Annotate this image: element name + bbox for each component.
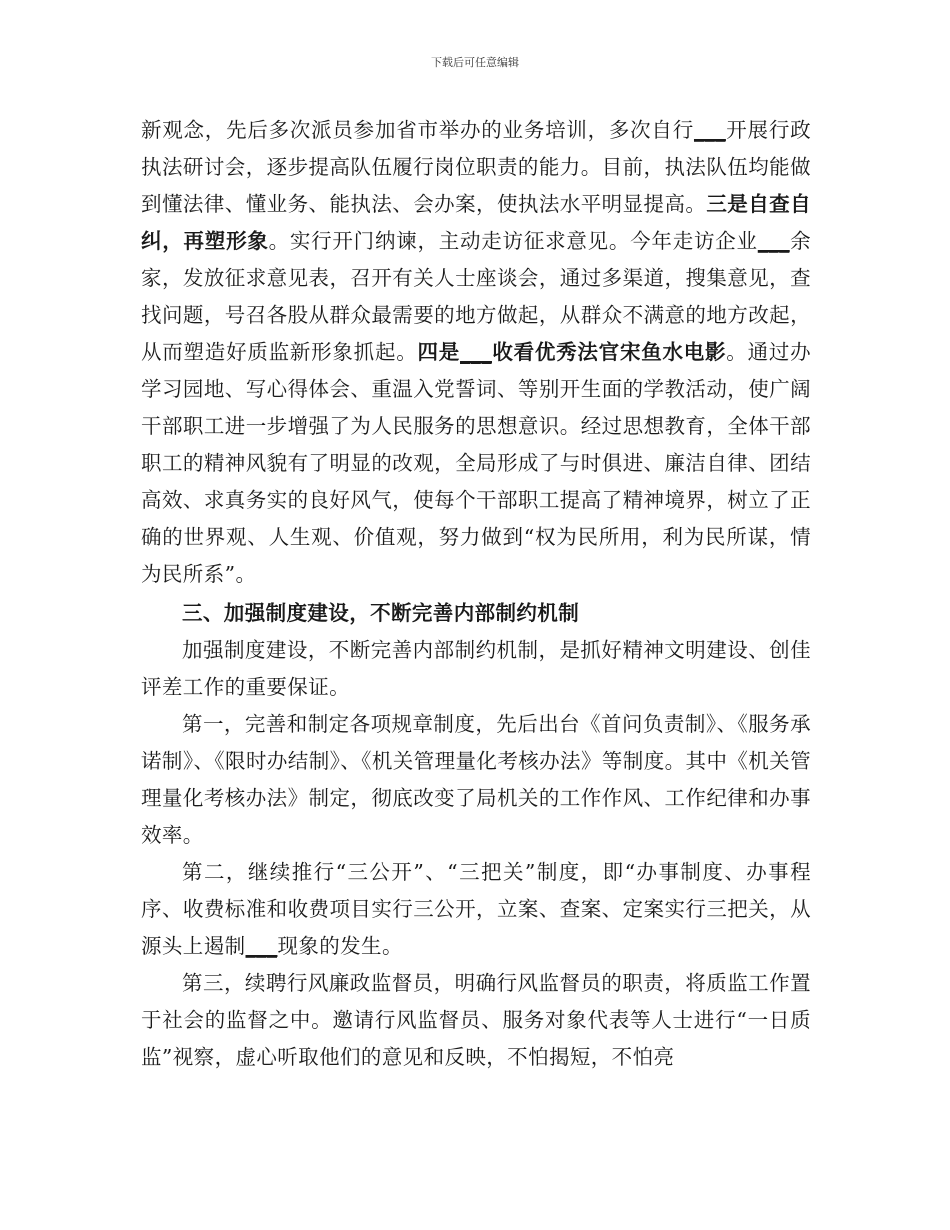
paragraph-5: 第三，续聘行风廉政监督员，明确行风监督员的职责，将质监工作置于社会的监督之中。邀请行风监督员、服务对象代表等人士进行“一日质监”视察，虚心听取他们的意见和反映，不怕揭短，不怕亮 (141, 971, 811, 1069)
blank-4: ___ (245, 934, 278, 958)
paragraph-4 (141, 854, 811, 965)
p1-text-2: 开展行政执法研讨会，逐步提高队伍履行岗位职责的能力。目前，执法队伍均能做到懂法律、懂业务、能执法、会办案，使执法水平明显提高。 (141, 118, 811, 216)
paragraph-3: 第一，完善和制定各项规章制度，先后出台《首问负责制》、《服务承诺制》、《限时办结制》、《机关管理量化考核办法》等制度。其中《机关管理量化考核办法》制定，彻底改变了局机关的工作作风、工作纪律和办事效率。 (141, 712, 811, 847)
section-heading: 三、加强制度建设，不断完善内部制约机制 (182, 601, 580, 625)
p4-text-2: 现象的发生。 (277, 934, 403, 958)
p1-text-5: 。通过办学习园地、写心得体会、重温入党誓词、等别开生面的学教活动，使广阔干部职工进一步增强了为人民服务的思想意识。经过思想教育，全体干部职工的精神风貌有了明显的改观，全局形成了与时俱进、廉洁自律、团结高效、求真务实的良好风气，使每个干部职工提高了精神境界，树立了正确的世界观、人生观、价值观，努力做到“权为民所用，利为民所谋，情为民所系”。 (141, 340, 811, 586)
page-header: 下载后可任意编辑 (431, 56, 519, 69)
p1-text-3: 。实行开门纳谏，主动走访征求意见。今年走访企业 (268, 229, 758, 253)
bold-point-4a: 四是 (417, 340, 461, 364)
p1-text-1: 新观念，先后多次派员参加省市举办的业务培训，多次自行 (141, 118, 694, 142)
paragraph-1 (141, 112, 811, 593)
blank-1: ___ (693, 118, 726, 142)
blank-3: ___ (460, 340, 492, 364)
bold-point-4b: 收看优秀法官宋鱼水电影 (491, 340, 727, 364)
blank-2: ___ (757, 229, 790, 253)
p1-text-4: 余家，发放征求意见表，召开有关人士座谈会，通过多渠道，搜集意见，查找问题，号召各股从群众最需要的地方做起，从群众不满意的地方改起，从而塑造好质监新形象抓起。 (141, 229, 811, 364)
p4-text-1: 第二，继续推行“三公开”、“三把关”制度，即“办事制度、办事程序、收费标准和收费项目实行三公开，立案、查案、定案实行三把关，从源头上遏制 (141, 860, 811, 958)
bold-point-3: 三是自查自纠，再塑形象 (141, 192, 811, 253)
document-body (141, 112, 811, 1076)
paragraph-2: 加强制度建设，不断完善内部制约机制，是抓好精神文明建设、创佳评差工作的重要保证。 (141, 638, 811, 699)
